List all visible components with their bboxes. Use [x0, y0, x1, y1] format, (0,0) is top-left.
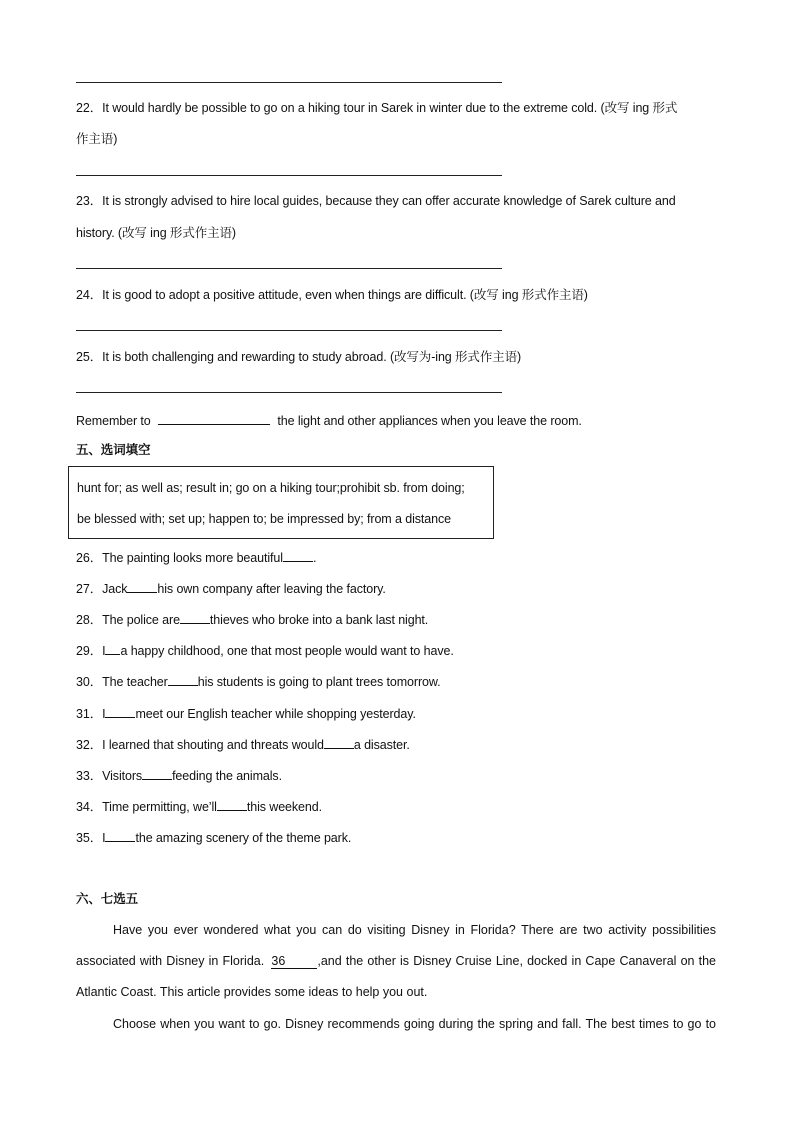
passage-line-3 [76, 977, 716, 1008]
question-item-text: this weekend. [246, 800, 322, 814]
question-item [76, 673, 440, 690]
passage-text-1: Have you ever wondered what you can do visiting Disney in Florida? There are two activity possibilities [113, 923, 716, 937]
question-item [76, 580, 386, 597]
question-item-text: 30．The teacher [76, 675, 168, 689]
question-item-text: 28．The police are [76, 613, 180, 627]
word-bank-line1: hunt for; as well as; result in; go on a hiking tour;prohibit sb. from doing; [77, 481, 465, 495]
remember-blank [158, 412, 270, 425]
answer-line-25 [76, 392, 502, 393]
question-item [76, 736, 410, 753]
remember-sentence [76, 412, 582, 429]
question-item [76, 829, 351, 846]
remember-after: the light and other appliances when you leave the room. [277, 414, 582, 428]
question-item [76, 611, 428, 628]
question-item-text: 35．I [76, 831, 106, 845]
answer-blank [105, 829, 135, 842]
question-22-line1: 22．It would hardly be possible to go on a hiking tour in Sarek in winter due to the extreme cold. (改写 ing 形式 [76, 101, 678, 115]
question-item-text: 33．Visitors [76, 769, 143, 783]
passage-text-2a: associated with Disney in Florida. [76, 954, 265, 968]
answer-line-21 [76, 82, 502, 83]
blank-36-number: 36 [271, 954, 286, 968]
section-6-title: 六、七选五 [76, 891, 139, 906]
question-item-text: 34．Time permitting, we’ll [76, 800, 217, 814]
question-item-text: 27．Jack [76, 582, 128, 596]
question-item-text: thieves who broke into a bank last night. [209, 613, 429, 627]
answer-blank [180, 611, 210, 624]
blank-36 [271, 954, 317, 969]
question-item [76, 767, 282, 784]
question-item-text: 26．The painting looks more beautiful [76, 551, 283, 565]
answer-blank [283, 549, 313, 562]
question-item [76, 549, 316, 566]
question-item-text: 29．I [76, 644, 106, 658]
section-5-title: 五、选词填空 [76, 442, 151, 457]
question-item-text: feeding the animals. [172, 769, 282, 783]
answer-blank [105, 642, 120, 655]
question-item-text: . [312, 551, 317, 565]
question-24: 24．It is good to adopt a positive attitude, even when things are difficult. (改写 ing 形式作主语) [76, 288, 588, 302]
question-item [76, 642, 454, 659]
question-23-line1: 23．It is strongly advised to hire local guides, because they can offer accurate knowledge of Sarek culture and [76, 194, 676, 208]
question-item-text: a disaster. [353, 738, 410, 752]
passage-line-1 [76, 915, 716, 946]
question-item-text: his students is going to plant trees tomorrow. [197, 675, 441, 689]
question-22-line2: 作主语) [76, 132, 118, 146]
passage-line-4 [76, 1009, 716, 1040]
answer-blank [217, 798, 247, 811]
passage-line-2 [76, 946, 716, 977]
question-item-text: the amazing scenery of the theme park. [135, 831, 352, 845]
answer-blank [324, 736, 354, 749]
question-item-text: meet our English teacher while shopping yesterday. [135, 707, 416, 721]
answer-blank [105, 705, 135, 718]
word-bank-box [68, 466, 494, 539]
question-item-text: 31．I [76, 707, 106, 721]
answer-blank [168, 673, 198, 686]
question-item [76, 798, 322, 815]
answer-blank [142, 767, 172, 780]
question-25: 25．It is both challenging and rewarding to study abroad. (改写为-ing 形式作主语) [76, 350, 522, 364]
question-23-line2: history. (改写 ing 形式作主语) [76, 226, 236, 240]
passage-text-2b: ,and the other is Disney Cruise Line, docked in Cape Canaveral on the [317, 954, 717, 968]
answer-blank [127, 580, 157, 593]
question-item-text: a happy childhood, one that most people would want to have. [120, 644, 454, 658]
remember-before: Remember to [76, 414, 151, 428]
answer-line-22 [76, 175, 502, 176]
passage-text-3: Atlantic Coast. This article provides some ideas to help you out. [76, 985, 428, 999]
passage-text-4: Choose when you want to go. Disney recommends going during the spring and fall. The best times to go to [113, 1017, 716, 1031]
answer-line-23 [76, 268, 502, 269]
question-item-text: his own company after leaving the factory. [157, 582, 386, 596]
answer-line-24 [76, 330, 502, 331]
question-item-text: 32．I learned that shouting and threats would [76, 738, 324, 752]
word-bank-line2: be blessed with; set up; happen to; be impressed by; from a distance [77, 512, 451, 526]
question-item [76, 705, 416, 722]
